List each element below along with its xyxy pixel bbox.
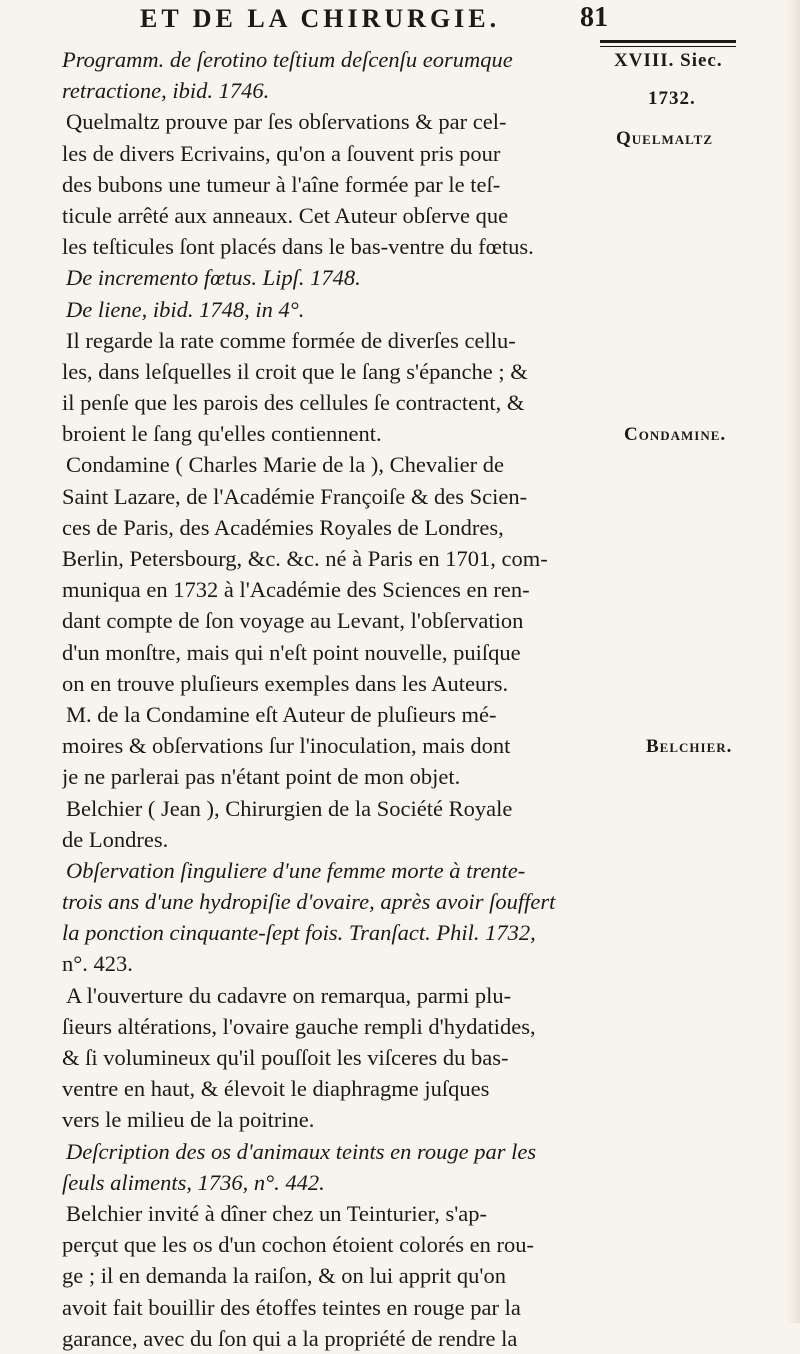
text-line: ces de Paris, des Académies Royales de Londres, [62, 514, 504, 540]
text-line: des bubons une tumeur à l'aîne formée par le teſ- [62, 171, 501, 197]
text-line: on en trouve pluſieurs exemples dans les Auteurs. [62, 670, 509, 696]
text-line: ge ; il en demanda la raiſon, & on lui apprit qu'on [62, 1263, 506, 1289]
text-line: Obſervation ſinguliere d'une femme morte à trente- [66, 857, 526, 883]
text-line: les, dans leſquelles il croit que le ſang s'épanche ; & [62, 358, 528, 384]
text-line: ventre en haut, & élevoit le diaphragme juſques [62, 1076, 490, 1102]
margin-name-belchier: Belchier. [646, 736, 733, 757]
text-line: moires & obſervations ſur l'inoculation, mais dont [62, 733, 511, 759]
text-line: broient le ſang qu'elles contiennent. [62, 421, 382, 447]
text-line: retractione, ibid. 1746. [62, 78, 270, 104]
text-line: les de divers Ecrivains, qu'on a ſouvent pris pour [62, 140, 501, 166]
text-line: Quelmaltz prouve par ſes obſervations & par cel- [66, 109, 507, 135]
text-line: Il regarde la rate comme formée de diverſes cellu- [66, 327, 516, 353]
text-line: muniqua en 1732 à l'Académie des Sciences en ren- [62, 577, 530, 603]
text-line: Belchier invité à dîner chez un Teinturier, s'ap- [66, 1200, 487, 1226]
text-line: Saint Lazare, de l'Académie Françoiſe & des Scien- [62, 483, 528, 509]
text-line: dant compte de ſon voyage au Levant, l'obſervation [62, 608, 524, 634]
page-edge-shadow [786, 0, 800, 1323]
text-line: garance, avec du ſon qui a la propriété de rendre la [62, 1325, 518, 1351]
text-line: avoit fait bouillir des étoffes teintes en rouge par la [62, 1294, 521, 1320]
text-line: il penſe que les parois des cellules ſe contractent, & [62, 390, 525, 416]
margin-century: XVIII. Siec. [614, 50, 723, 71]
text-line: d'un monſtre, mais qui n'eſt point nouvelle, puiſque [62, 639, 521, 665]
body-text [62, 44, 637, 1354]
text-line: ſeuls aliments, 1736, n°. 442. [62, 1169, 325, 1195]
text-line: vers le milieu de la poitrine. [62, 1107, 315, 1133]
text-line: Berlin, Petersbourg, &c. &c. né à Paris en 1701, com- [62, 546, 548, 571]
text-line: De incremento fœtus. Lipſ. 1748. [66, 265, 361, 291]
text-line: trois ans d'une hydropiſie d'ovaire, après avoir ſouffert [62, 889, 556, 915]
text-line: Deſcription des os d'animaux teints en rouge par les [66, 1138, 537, 1164]
text-line: ticule arrêté aux anneaux. Cet Auteur obſerve que [62, 202, 509, 228]
margin-name-condamine: Condamine. [624, 424, 727, 445]
running-title: ET DE LA CHIRURGIE. [140, 4, 501, 33]
text-line: ſieurs altérations, l'ovaire gauche rempli d'hydatides, [62, 1013, 536, 1039]
text-line: Belchier ( Jean ), Chirurgien de la Société Royale [66, 795, 513, 821]
text-line: De liene, ibid. 1748, in 4°. [66, 296, 305, 322]
text-line: je ne parlerai pas n'étant point de mon objet. [62, 764, 461, 790]
text-line: la ponction cinquante-ſept fois. Tranſact. Phil. 1732, [62, 920, 536, 946]
margin-name-quelmaltz: Quelmaltz [616, 128, 713, 149]
text-line: Programm. de ſerotino teſtium deſcenſu eorumque [62, 47, 513, 72]
text-line: n°. 423. [62, 951, 133, 977]
page-number: 81 [580, 2, 608, 33]
text-line: M. de la Condamine eſt Auteur de pluſieurs mé- [66, 701, 497, 727]
text-line: perçut que les os d'un cochon étoient colorés en rou- [62, 1232, 535, 1258]
margin-year: 1732. [648, 88, 696, 109]
text-line: A l'ouverture du cadavre on remarqua, parmi plu- [66, 982, 512, 1008]
text-line: de Londres. [62, 826, 169, 852]
text-line: les teſticules ſont placés dans le bas-ventre du fœtus. [62, 234, 534, 260]
text-line: & ſi volumineux qu'il pouſſoit les viſceres du bas- [62, 1045, 509, 1070]
header-rule [600, 40, 736, 43]
text-line: Condamine ( Charles Marie de la ), Chevalier de [66, 452, 504, 478]
